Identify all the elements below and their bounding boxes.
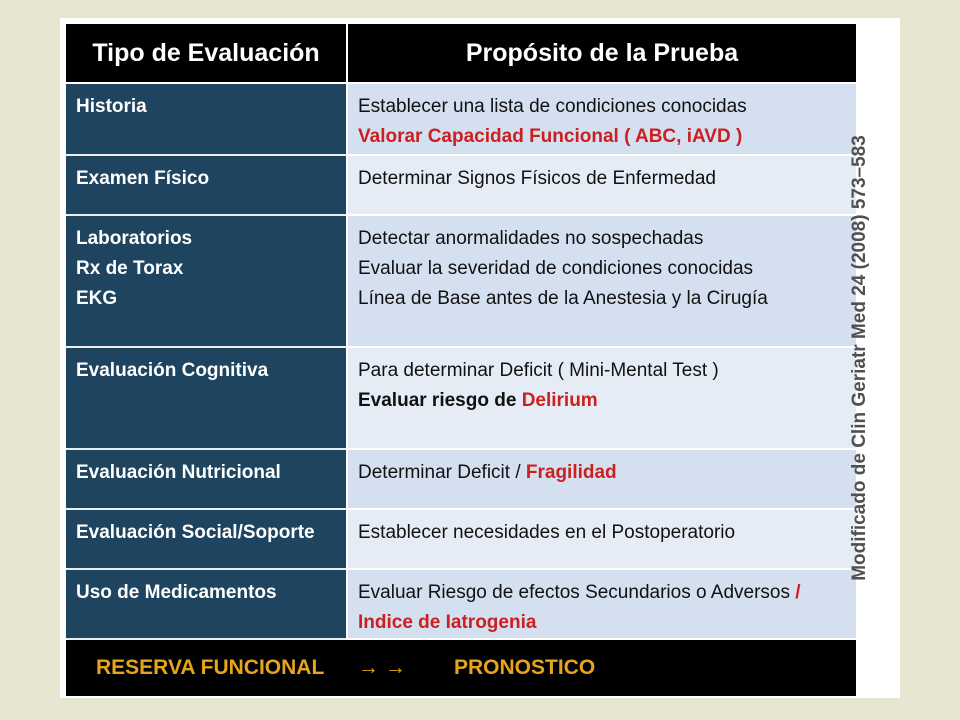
purpose-cell [348,510,856,570]
purpose-cell [348,156,856,216]
purpose-cell [348,216,856,348]
purpose-text: Evaluar Riesgo de efectos Secundarios o Adversos [358,582,796,603]
evaluation-type-cell [66,84,346,156]
purpose-line [358,386,846,416]
purpose-line [358,254,846,284]
table-row [66,450,856,510]
highlight-text: Delirium [521,390,598,411]
purpose-text: Evaluar la severidad de condiciones conocidas [358,258,754,279]
purpose-text: Determinar Deficit / [358,462,526,483]
evaluation-type-line: Uso de Medicamentos [76,582,277,603]
highlight-text: Indice de Iatrogenia [358,612,537,633]
evaluation-type-line: Evaluación Cognitiva [76,360,269,381]
highlight-text: / [795,582,801,603]
purpose-text: Establecer necesidades en el Postoperatorio [358,522,736,543]
purpose-cell [348,570,856,640]
table-row [66,510,856,570]
evaluation-table [66,24,856,694]
evaluation-type-line: Evaluación Nutricional [76,462,281,483]
evaluation-type-line: Historia [76,96,147,117]
purpose-line [358,458,846,488]
purpose-text: Evaluar riesgo de [358,390,522,411]
highlight-text: Valorar Capacidad Funcional ( ABC, iAVD ) [358,126,743,147]
table-row [66,348,856,450]
purpose-line [358,578,846,608]
evaluation-type-line: Examen Físico [76,168,210,189]
source-citation: Modificado de Clin Geriatr Med 24 (2008) 573–583 [849,135,870,581]
purpose-cell [348,450,856,510]
footer-bar [66,640,856,696]
footer-reserva: RESERVA FUNCIONAL [96,656,325,679]
evaluation-type-cell [66,510,346,570]
purpose-text: Para determinar Deficit ( Mini-Mental Test ) [358,360,719,381]
table-row [66,216,856,348]
highlight-text: Fragilidad [525,462,617,483]
evaluation-type-line: EKG [76,288,118,309]
purpose-text: Línea de Base antes de la Anestesia y la Cirugía [358,288,768,309]
purpose-line [358,608,846,638]
table-row [66,84,856,156]
evaluation-type-line: Laboratorios [76,228,193,249]
evaluation-type-line: Rx de Torax [76,258,184,279]
purpose-cell [348,84,856,156]
evaluation-type-cell [66,216,346,348]
header-tipo: Tipo de Evaluación [66,24,348,82]
evaluation-type-cell [66,450,346,510]
purpose-text: Detectar anormalidades no sospechadas [358,228,704,249]
evaluation-type-cell [66,348,346,450]
table-header [66,24,856,82]
purpose-line [358,164,846,194]
purpose-text: Determinar Signos Físicos de Enfermedad [358,168,716,189]
table-row [66,570,856,640]
footer-arrows: → → [358,656,406,679]
footer-pronostico: PRONOSTICO [454,656,596,679]
evaluation-type-line: Evaluación Social/Soporte [76,522,315,543]
purpose-line [358,92,846,122]
purpose-cell [348,348,856,450]
purpose-line [358,518,846,548]
table-row [66,156,856,216]
purpose-line [358,122,846,152]
purpose-line [358,224,846,254]
purpose-line [358,356,846,386]
slide [60,18,900,698]
evaluation-type-cell [66,570,346,640]
header-proposito: Propósito de la Prueba [465,38,739,67]
purpose-text: Establecer una lista de condiciones conocidas [358,96,747,117]
evaluation-type-cell [66,156,346,216]
purpose-line [358,284,846,314]
